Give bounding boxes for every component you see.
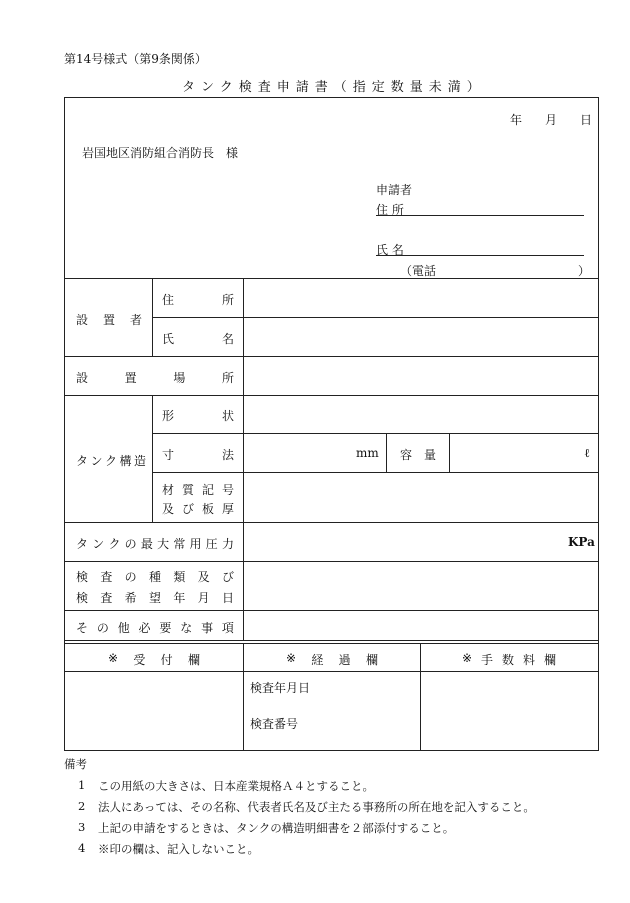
fee-header: ※ 手 数 料 欄 (462, 651, 556, 667)
applicant-phone-close: ） (578, 264, 591, 278)
capacity-field[interactable] (450, 434, 598, 471)
material-label-2: 及 び 板 厚 (162, 502, 234, 516)
applicant-address-label: 住 所 (376, 203, 404, 217)
dimension-unit: mm (356, 446, 379, 460)
remark-4-num: 4 (78, 841, 86, 855)
remark-2-num: 2 (78, 799, 86, 813)
remark-1: この用紙の大きさは、日本産業規格Ａ４とすること。 (98, 779, 374, 793)
progress-header: ※ 経 過 欄 (286, 651, 378, 667)
material-field[interactable] (244, 473, 598, 521)
inspection-date-label: 検査年月日 (250, 681, 311, 695)
remark-3-num: 3 (78, 820, 86, 834)
applicant-name-label: 氏 名 (376, 243, 404, 257)
remark-3: 上記の申請をするときは、タンクの構造明細書を２部添付すること。 (98, 821, 455, 835)
remark-4: ※印の欄は、記入しないこと。 (98, 842, 259, 856)
tank-dimension-label: 寸 法 (162, 448, 234, 462)
other-items-label: そ の 他 必 要 な 事 項 (76, 621, 234, 635)
date-day: 日 (580, 113, 593, 127)
inspection-kind-label-2: 検 査 希 望 年 月 日 (76, 591, 234, 605)
tank-structure-label: タ ン ク 構 造 (76, 454, 146, 468)
location-field[interactable] (244, 357, 598, 394)
applicant-phone-open: （電話 (400, 264, 437, 278)
inspection-kind-field[interactable] (244, 562, 598, 609)
material-label-1: 材 質 記 号 (162, 483, 234, 497)
tank-shape-field[interactable] (244, 396, 598, 432)
inspection-kind-label-1: 検 査 の 種 類 及 び (76, 570, 234, 584)
addressee: 岩国地区消防組合消防長 様 (82, 146, 239, 160)
installer-address-field[interactable] (244, 279, 598, 316)
applicant-address-line[interactable] (376, 215, 584, 216)
capacity-unit: ℓ (584, 446, 590, 460)
max-pressure-label: タ ン ク の 最 大 常 用 圧 力 (76, 537, 234, 551)
location-label: 設 置 場 所 (76, 371, 234, 385)
remarks-heading: 備考 (64, 757, 87, 771)
applicant-name-line[interactable] (376, 255, 584, 256)
other-items-field[interactable] (244, 611, 598, 639)
date-year: 年 (510, 113, 523, 127)
installer-name-label: 氏 名 (162, 332, 234, 346)
installer-name-field[interactable] (244, 318, 598, 355)
remark-1-num: 1 (78, 778, 86, 792)
reception-header: ※ 受 付 欄 (108, 651, 200, 667)
tank-shape-label: 形 状 (162, 409, 234, 423)
remark-2: 法人にあっては、その名称、代表者氏名及び主たる事務所の所在地を記入すること。 (98, 800, 535, 814)
date-month: 月 (545, 113, 558, 127)
max-pressure-field[interactable] (244, 523, 598, 560)
form-number: 第14号様式（第9条関係） (64, 52, 207, 66)
applicant-heading: 申請者 (376, 183, 413, 197)
installer-label: 設 置 者 (76, 313, 142, 327)
page-title: タンク検査申請書（指定数量未満） (182, 80, 486, 95)
capacity-label: 容 量 (400, 448, 436, 462)
installer-address-label: 住 所 (162, 293, 234, 307)
inspection-number-label: 検査番号 (250, 717, 299, 731)
pressure-unit: KPa (568, 535, 595, 549)
